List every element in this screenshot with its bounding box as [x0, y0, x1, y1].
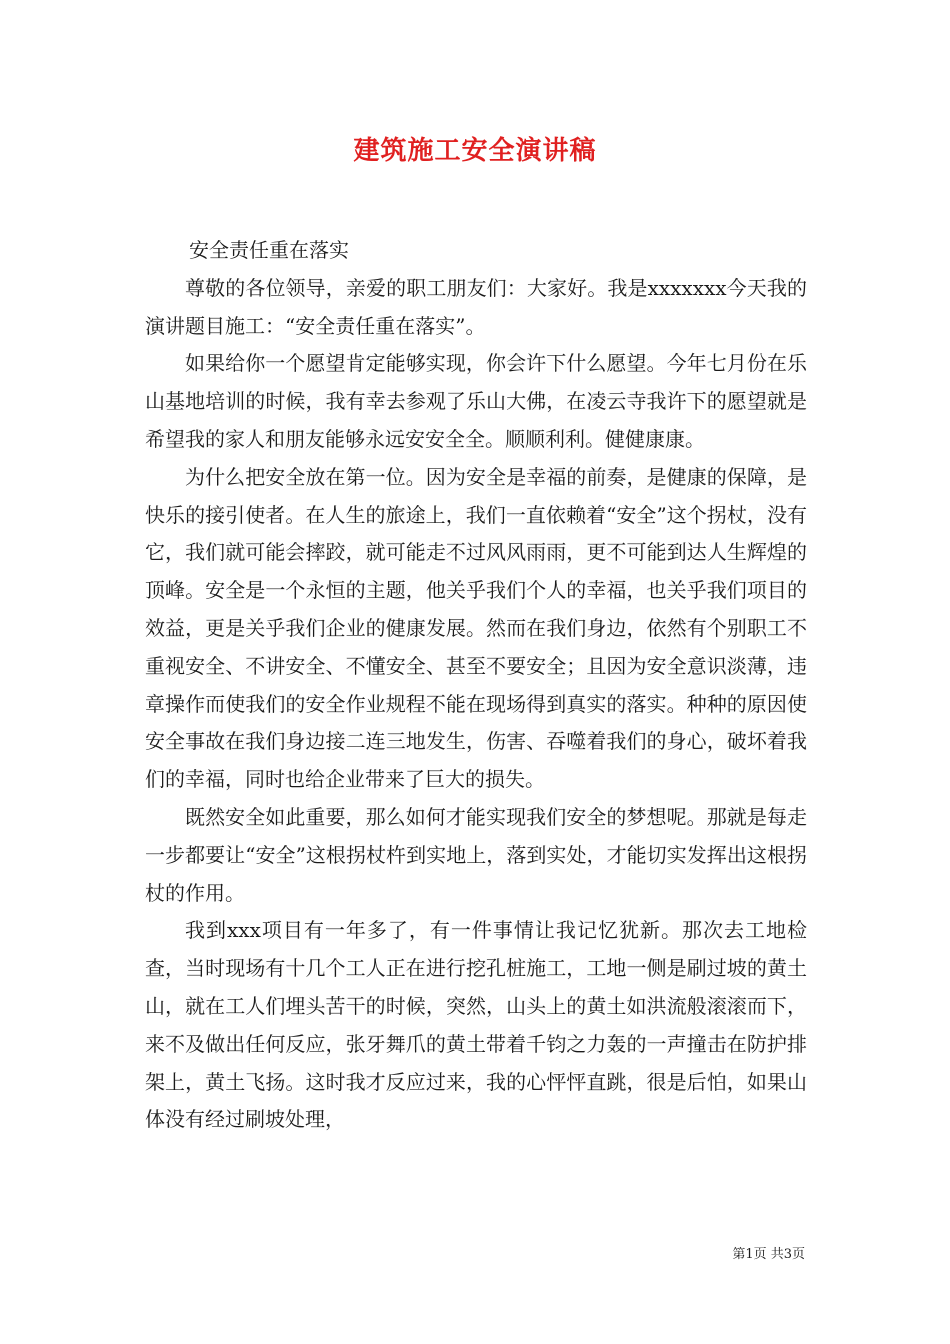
section-heading: 安全责任重在落实 — [189, 238, 349, 262]
page-number: 第1页 共3页 — [732, 1247, 805, 1262]
document-body — [145, 232, 807, 1139]
paragraph-story: 我到xxx项目有一年多了，有一件事情让我记忆犹新。那次去工地检查，当时现场有十几个工人正在进行挖孔桩施工，工地一侧是刷过坡的黄土山，就在工人们埋头苦干的时候，突然，山头上的黄土如洪流般滚滚而下，来不及做出任何反应，张牙舞爪的黄土带着千钧之力轰的一声撞击在防护排架上，黄土飞扬。这时我才反应过来，我的心怦怦直跳，很是后怕，如果山体没有经过刷坡处理， — [145, 918, 807, 1132]
paragraph-greeting: 尊敬的各位领导，亲爱的职工朋友们：大家好。我是xxxxxxx今天我的演讲题目施工：“安全责任重在落实”。 — [145, 275, 807, 338]
page-title: 建筑施工安全演讲稿 — [353, 136, 597, 166]
paragraph-how-to: 既然安全如此重要，那么如何才能实现我们安全的梦想呢。那就是每走一步都要让“安全”这根拐杖杵到实地上，落到实处，才能切实发挥出这根拐杖的作用。 — [145, 804, 807, 905]
paragraph-wish: 如果给你一个愿望肯定能够实现，你会许下什么愿望。今年七月份在乐山基地培训的时候，我有幸去参观了乐山大佛，在凌云寺我许下的愿望就是希望我的家人和朋友能够永远安安全全。顺顺利利。健健康康。 — [145, 351, 807, 451]
paragraph-why-safety: 为什么把安全放在第一位。因为安全是幸福的前奏，是健康的保障，是快乐的接引使者。在人生的旅途上，我们一直依赖着“安全”这个拐杖，没有它，我们就可能会摔跤，就可能走不过风风雨雨，更不可能到达人生辉煌的顶峰。安全是一个永恒的主题，他关乎我们个人的幸福，也关乎我们项目的效益，更是关乎我们企业的健康发展。然而在我们身边，依然有个别职工不重视安全、不讲安全、不懂安全、甚至不要安全；且因为安全意识淡薄，违章操作而使我们的安全作业规程不能在现场得到真实的落实。种种的原因使安全事故在我们身边接二连三地发生，伤害、吞噬着我们的身心，破坏着我们的幸福，同时也给企业带来了巨大的损失。 — [145, 464, 807, 792]
